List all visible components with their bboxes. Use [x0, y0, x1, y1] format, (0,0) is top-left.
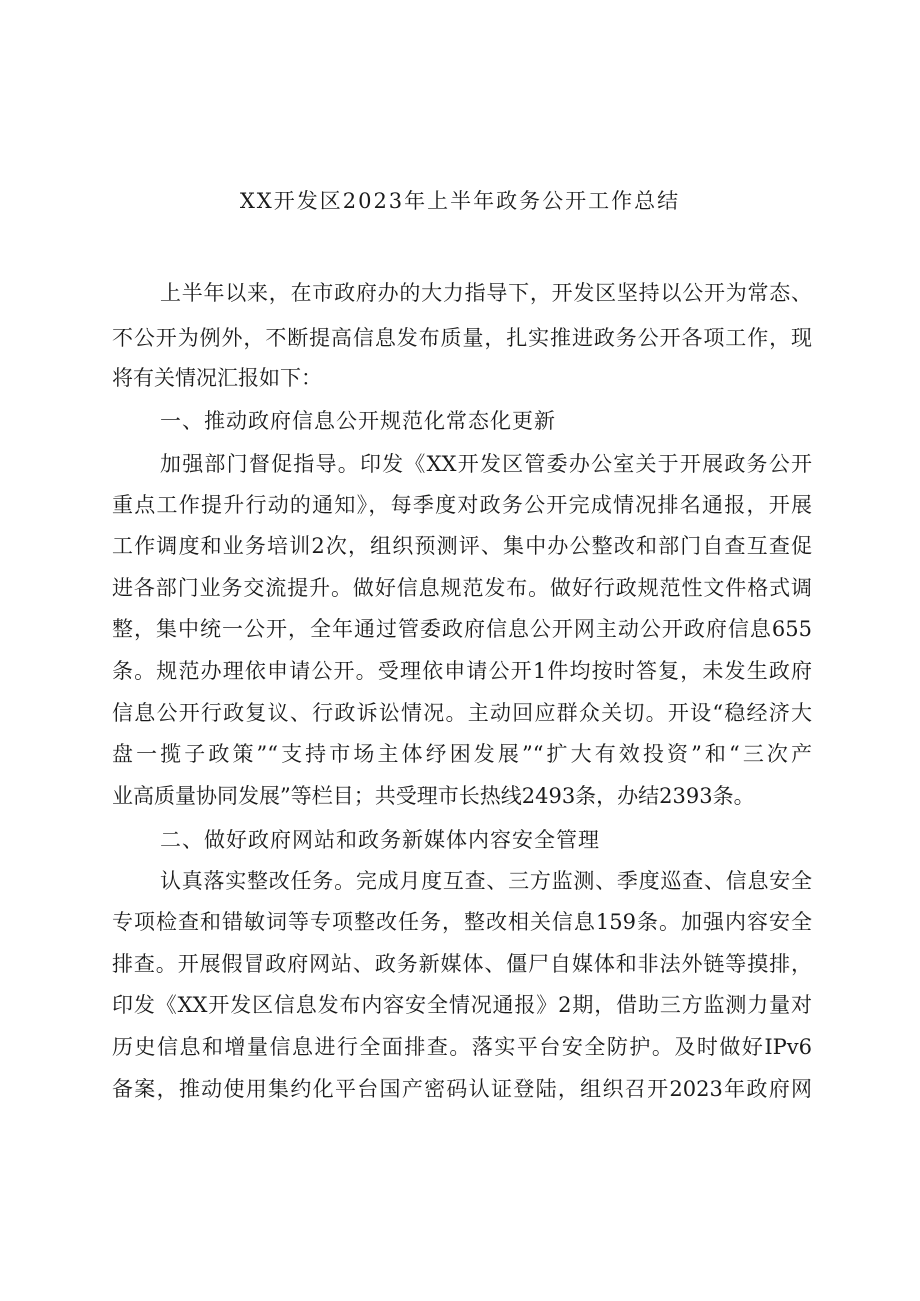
section-2-line: 排查。开展假冒政府网站、政务新媒体、僵尸自媒体和非法外链等摸排，	[112, 952, 812, 976]
section-1-line: 工作调度和业务培训2次，组织预测评、集中办公整改和部门自查互查促	[112, 534, 812, 558]
intro-line-1: 上半年以来，在市政府办的大力指导下，开发区坚持以公开为常态、	[160, 281, 812, 305]
section-1-line: 盘一揽子政策”“支持市场主体纾困发展”“扩大有效投资”和“三次产	[112, 742, 812, 766]
section-1-line: 重点工作提升行动的通知》，每季度对政务公开完成情况排名通报，开展	[112, 493, 812, 517]
section-2-line: 印发《XX开发区信息发布内容安全情况通报》2期，借助三方监测力量对	[112, 993, 812, 1017]
section-1-heading: 一、推动政府信息公开规范化常态化更新	[160, 409, 556, 433]
document-title: XX开发区2023年上半年政务公开工作总结	[239, 189, 681, 213]
section-1-line: 信息公开行政复议、行政诉讼情况。主动回应群众关切。开设“稳经济大	[112, 701, 812, 725]
section-2-line: 专项检查和错敏词等专项整改任务，整改相关信息159条。加强内容安全	[112, 910, 812, 934]
section-1-line: 整，集中统一公开，全年通过管委政府信息公开网主动公开政府信息655	[112, 617, 812, 641]
section-2-heading: 二、做好政府网站和政务新媒体内容安全管理	[160, 828, 600, 852]
section-2-line: 历史信息和增量信息进行全面排查。落实平台安全防护。及时做好IPv6	[112, 1035, 812, 1059]
intro-line-2: 不公开为例外，不断提高信息发布质量，扎实推进政务公开各项工作，现	[112, 326, 812, 350]
intro-line-3: 将有关情况汇报如下：	[112, 366, 322, 390]
section-2-line: 备案，推动使用集约化平台国产密码认证登陆，组织召开2023年政府网	[112, 1077, 812, 1101]
section-2-line: 认真落实整改任务。完成月度互查、三方监测、季度巡查、信息安全	[160, 869, 812, 893]
section-1-line: 条。规范办理依申请公开。受理依申请公开1件均按时答复，未发生政府	[112, 659, 812, 683]
section-1-line: 业高质量协同发展”等栏目；共受理市长热线2493条，办结2393条。	[112, 784, 755, 808]
section-1-line: 加强部门督促指导。印发《XX开发区管委办公室关于开展政务公开	[160, 452, 812, 476]
section-1-line: 进各部门业务交流提升。做好信息规范发布。做好行政规范性文件格式调	[112, 576, 812, 600]
